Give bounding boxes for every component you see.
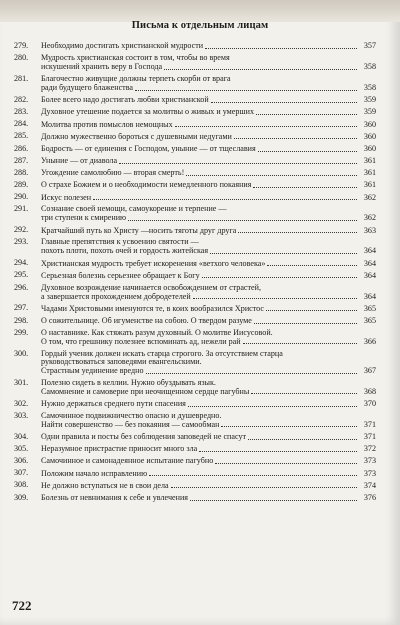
entry-title: Угождение самолюбию — вторая смерть!: [41, 169, 185, 178]
entry-line: [41, 42, 376, 51]
entry-title: Не должно вступаться не в свои дела: [41, 481, 169, 490]
toc-entry: [14, 350, 376, 376]
entry-title: Главные препятствия к усвоению святости —: [41, 238, 199, 247]
entry-number: 306.: [14, 456, 29, 465]
entry-body: [41, 54, 376, 72]
entry-title: похоть плоти, похоть очей и гордость житейская: [41, 247, 209, 256]
entry-number: 305.: [14, 443, 29, 453]
entry-number: 292.: [14, 225, 29, 235]
entry-line: [41, 169, 376, 178]
entry-line: [41, 379, 376, 388]
entry-title: Кратчайший путь ко Христу —носить тяготы друг друга: [41, 226, 237, 235]
page-top-edge: [0, 0, 400, 22]
entry-body: [41, 169, 376, 178]
dot-leader: [199, 445, 357, 452]
entry-line: [41, 292, 376, 301]
toc-entry: [14, 494, 376, 503]
toc-entry: [14, 481, 376, 490]
entry-line: [41, 120, 376, 129]
toc-entry: [14, 412, 376, 430]
entry-page: 364: [363, 258, 376, 268]
entry-line: [41, 259, 376, 268]
entry-body: [41, 284, 376, 302]
dot-leader: [146, 367, 357, 374]
entry-page: 365: [363, 303, 376, 313]
entry-body: [41, 259, 376, 268]
entry-page: 359: [363, 107, 376, 117]
dot-leader: [238, 226, 357, 233]
entry-line: [41, 247, 376, 256]
entry-page: 372: [363, 444, 376, 454]
entry-line: [41, 181, 376, 190]
entry-title: Искус полезен: [41, 193, 92, 202]
toc-entry: [14, 157, 376, 166]
entry-number: 287.: [14, 155, 29, 165]
entry-page: 360: [363, 143, 376, 153]
entry-number: 300.: [14, 348, 29, 358]
entry-number: 307.: [14, 468, 29, 478]
toc-entry: [14, 226, 376, 235]
toc-entry: [14, 54, 376, 72]
entry-page: 370: [363, 399, 376, 409]
entry-page: 364: [363, 270, 376, 280]
entry-line: [41, 84, 376, 93]
entry-line: [41, 214, 376, 223]
page-number: 722: [12, 598, 32, 613]
entry-number: 286.: [14, 143, 29, 153]
entry-title: Гордый ученик должен искать старца строгого. За отсутствием старца: [41, 349, 283, 358]
entry-body: [41, 317, 376, 326]
entry-body: [41, 494, 376, 503]
entry-number: 293.: [14, 237, 29, 247]
entry-line: [41, 145, 376, 154]
entry-page: 365: [363, 315, 376, 325]
dot-leader: [254, 317, 357, 324]
toc-entry: [14, 120, 376, 129]
dot-leader: [193, 292, 357, 299]
entry-number: 297.: [14, 303, 29, 313]
entry-page: 362: [363, 192, 376, 202]
entry-body: [41, 481, 376, 490]
entry-title: Духовное возрождение начинается освобождением от страстей,: [41, 283, 262, 292]
entry-line: [41, 481, 376, 490]
toc-entry: [14, 329, 376, 347]
entry-body: [41, 329, 376, 347]
entry-body: [41, 412, 376, 430]
entry-body: [41, 132, 376, 141]
dot-leader: [188, 400, 357, 407]
entry-title: Уныние — от диавола: [41, 157, 118, 166]
entry-title: О том, что грешнику полезнее вспоминать ад, нежели рай: [41, 337, 241, 346]
entry-line: [41, 358, 376, 367]
entry-title: Серьезная болезнь серьезнее обращает к Богу: [41, 271, 200, 280]
entry-line: [41, 96, 376, 105]
dot-leader: [175, 120, 357, 127]
entry-body: [41, 42, 376, 51]
dot-leader: [119, 157, 357, 164]
entry-title: Мудрость христианская состоит в том, чтобы во время: [41, 54, 230, 63]
entry-title: руководствоваться заповедями евангельскими.: [41, 358, 202, 367]
entry-line: [41, 238, 376, 247]
dot-leader: [135, 84, 357, 91]
entry-line: [41, 350, 376, 359]
toc-entry: [14, 445, 376, 454]
entry-number: 298.: [14, 315, 29, 325]
entry-line: [41, 387, 376, 396]
entry-body: [41, 226, 376, 235]
toc-entry: [14, 145, 376, 154]
entry-page: 373: [363, 468, 376, 478]
entry-body: [41, 75, 376, 93]
toc-entry: [14, 42, 376, 51]
toc-entry: [14, 259, 376, 268]
entry-line: [41, 445, 376, 454]
entry-title: Неразумное пристрастие приносит много зла: [41, 445, 198, 454]
entry-title: Более всего надо достигать любви христианской: [41, 96, 209, 105]
dot-leader: [190, 494, 357, 501]
entry-title: а завершается прохождением добродетелей: [41, 292, 191, 301]
entry-title: Необходимо достигать христианской мудрости: [41, 42, 204, 51]
toc-entry: [14, 75, 376, 93]
entry-body: [41, 445, 376, 454]
entry-number: 303.: [14, 410, 29, 420]
entry-title: О наставнике. Как стяжать разум духовный. О молитве Иисусовой.: [41, 328, 273, 337]
toc-entry: [14, 304, 376, 313]
entry-number: 279.: [14, 41, 29, 50]
entry-page: 358: [363, 82, 376, 92]
dot-leader: [248, 433, 357, 440]
entry-number: 284.: [14, 119, 29, 129]
entry-body: [41, 271, 376, 280]
dot-leader: [243, 337, 357, 344]
dot-leader: [215, 457, 357, 464]
entry-number: 281.: [14, 73, 29, 83]
entry-body: [41, 238, 376, 256]
entry-line: [41, 469, 376, 478]
toc-entry: [14, 108, 376, 117]
entry-line: [41, 75, 376, 84]
entry-number: 289.: [14, 180, 29, 190]
entry-page: 361: [363, 168, 376, 178]
entry-body: [41, 96, 376, 105]
entry-title: О сожительнице. Об игуменстве на собою. О твердом разуме: [41, 316, 252, 325]
entry-line: [41, 420, 376, 429]
dot-leader: [251, 387, 357, 394]
entry-page: 358: [363, 62, 376, 72]
entry-line: [41, 132, 376, 141]
entry-line: [41, 63, 376, 72]
entry-title: Сознание своей немощи, самоукорение и терпение —: [41, 205, 227, 214]
entry-line: [41, 367, 376, 376]
entry-number: 285.: [14, 131, 29, 141]
entry-line: [41, 337, 376, 346]
entry-page: 359: [363, 95, 376, 105]
dot-leader: [205, 42, 357, 49]
entry-number: 295.: [14, 270, 29, 280]
entry-line: [41, 433, 376, 442]
entry-number: 288.: [14, 167, 29, 177]
entry-number: 304.: [14, 431, 29, 441]
entry-page: 364: [363, 246, 376, 256]
entry-line: [41, 108, 376, 117]
entry-number: 301.: [14, 377, 29, 387]
entry-number: 309.: [14, 492, 29, 502]
toc-entry: [14, 284, 376, 302]
entry-title: Молитва против помыслов немощных: [41, 120, 173, 129]
dot-leader: [266, 304, 357, 311]
entry-title: Полезно сидеть в келлии. Нужно обуздывать язык.: [41, 378, 216, 387]
entry-line: [41, 157, 376, 166]
entry-page: 367: [363, 366, 376, 376]
entry-page: 368: [363, 386, 376, 396]
dot-leader: [93, 193, 357, 200]
entry-title: Христианская мудрость требует искоренения «ветхого человека»: [41, 259, 266, 268]
dot-leader: [258, 145, 357, 152]
entry-line: [41, 494, 376, 503]
entry-page: 376: [363, 492, 376, 502]
entry-title: Самочинное и самонадеянное испытание пагубно: [41, 457, 214, 466]
entry-line: [41, 284, 376, 293]
toc-entry: [14, 238, 376, 256]
entry-line: [41, 271, 376, 280]
toc-entry: [14, 271, 376, 280]
entry-title: Должно мужественно бороться с душевными недугами: [41, 132, 232, 141]
entry-title: Одни правила и посты без соблюдения заповедей не спасут: [41, 433, 247, 442]
entry-page: 360: [363, 119, 376, 129]
toc-entry: [14, 181, 376, 190]
entry-page: 362: [363, 213, 376, 223]
entry-page: 373: [363, 456, 376, 466]
entry-body: [41, 120, 376, 129]
toc-entry: [14, 457, 376, 466]
entry-number: 290.: [14, 192, 29, 202]
dot-leader: [253, 181, 357, 188]
dot-leader: [186, 169, 357, 176]
dot-leader: [149, 469, 357, 476]
entry-title: ради будущего блаженства: [41, 83, 134, 92]
entry-page: 361: [363, 156, 376, 166]
entry-number: 283.: [14, 106, 29, 116]
dot-leader: [202, 271, 357, 278]
entry-title: О страхе Божием и о необходимости немедленного покаяния: [41, 181, 252, 190]
toc-entry: [14, 169, 376, 178]
entry-line: [41, 400, 376, 409]
dot-leader: [171, 481, 357, 488]
toc-entry: [14, 433, 376, 442]
entry-body: [41, 469, 376, 478]
dot-leader: [164, 63, 357, 70]
dot-leader: [221, 420, 357, 427]
entry-number: 291.: [14, 204, 29, 214]
dot-leader: [211, 96, 357, 103]
entry-title: Бодрость — от единения с Господом, уныние — от тщеславия: [41, 144, 256, 153]
entry-body: [41, 400, 376, 409]
entry-title: Чадами Христовыми именуются те, в коих вообразился Христос: [41, 304, 265, 313]
entry-line: [41, 205, 376, 214]
dot-leader: [267, 259, 357, 266]
entry-body: [41, 108, 376, 117]
entry-line: [41, 457, 376, 466]
toc-entry: [14, 96, 376, 105]
entry-line: [41, 193, 376, 202]
entry-number: 299.: [14, 327, 29, 337]
dot-leader: [234, 132, 357, 139]
entry-number: 302.: [14, 398, 29, 408]
entry-title: Положим начало исправлению: [41, 469, 148, 478]
entry-page: 374: [363, 480, 376, 490]
entry-body: [41, 181, 376, 190]
entry-title: Благочестно живущие должны терпеть скорби от врага: [41, 74, 231, 83]
entry-page: 360: [363, 131, 376, 141]
entry-body: [41, 145, 376, 154]
entry-line: [41, 412, 376, 421]
entry-line: [41, 304, 376, 313]
entry-number: 296.: [14, 282, 29, 292]
entry-page: 371: [363, 432, 376, 442]
toc-entry: [14, 132, 376, 141]
entry-body: [41, 157, 376, 166]
entry-body: [41, 205, 376, 223]
entry-page: 371: [363, 419, 376, 429]
dot-leader: [210, 247, 357, 254]
entry-title: Самочинное подвижничество опасно и душевредно.: [41, 411, 222, 420]
entry-body: [41, 457, 376, 466]
table-of-contents: [14, 42, 376, 506]
entry-page: 357: [363, 41, 376, 51]
entry-body: [41, 433, 376, 442]
toc-entry: [14, 379, 376, 397]
entry-body: [41, 379, 376, 397]
toc-entry: [14, 317, 376, 326]
entry-line: [41, 329, 376, 338]
entry-title: Нужно держаться среднего пути спасения: [41, 400, 186, 409]
dot-leader: [256, 108, 357, 115]
entry-number: 282.: [14, 94, 29, 104]
toc-entry: [14, 205, 376, 223]
entry-number: 308.: [14, 480, 29, 490]
entry-title: три ступени к смирению: [41, 214, 127, 223]
entry-body: [41, 350, 376, 376]
entry-body: [41, 304, 376, 313]
entry-page: 361: [363, 180, 376, 190]
dot-leader: [128, 214, 357, 221]
entry-title: Болезнь от невнимания к себе и увлечения: [41, 493, 188, 502]
toc-entry: [14, 469, 376, 478]
entry-line: [41, 54, 376, 63]
entry-number: 294.: [14, 258, 29, 268]
entry-title: Найти совершенство — без покаяния — самообман: [41, 420, 220, 429]
toc-entry: [14, 193, 376, 202]
running-header: Письма к отдельным лицам: [131, 20, 269, 31]
entry-title: искушений хранить веру в Господа: [41, 63, 163, 72]
entry-line: [41, 317, 376, 326]
entry-page: 366: [363, 336, 376, 346]
entry-line: [41, 226, 376, 235]
entry-title: Духовное утешение подается за молитвы о живых и умерших: [41, 108, 255, 117]
toc-entry: [14, 400, 376, 409]
entry-body: [41, 193, 376, 202]
entry-page: 364: [363, 291, 376, 301]
entry-page: 363: [363, 225, 376, 235]
entry-number: 280.: [14, 53, 29, 63]
entry-title: Самомнение и самоверие при неочищенном сердце пагубны: [41, 387, 250, 396]
entry-title: Страстным уединение вредно: [41, 367, 144, 376]
